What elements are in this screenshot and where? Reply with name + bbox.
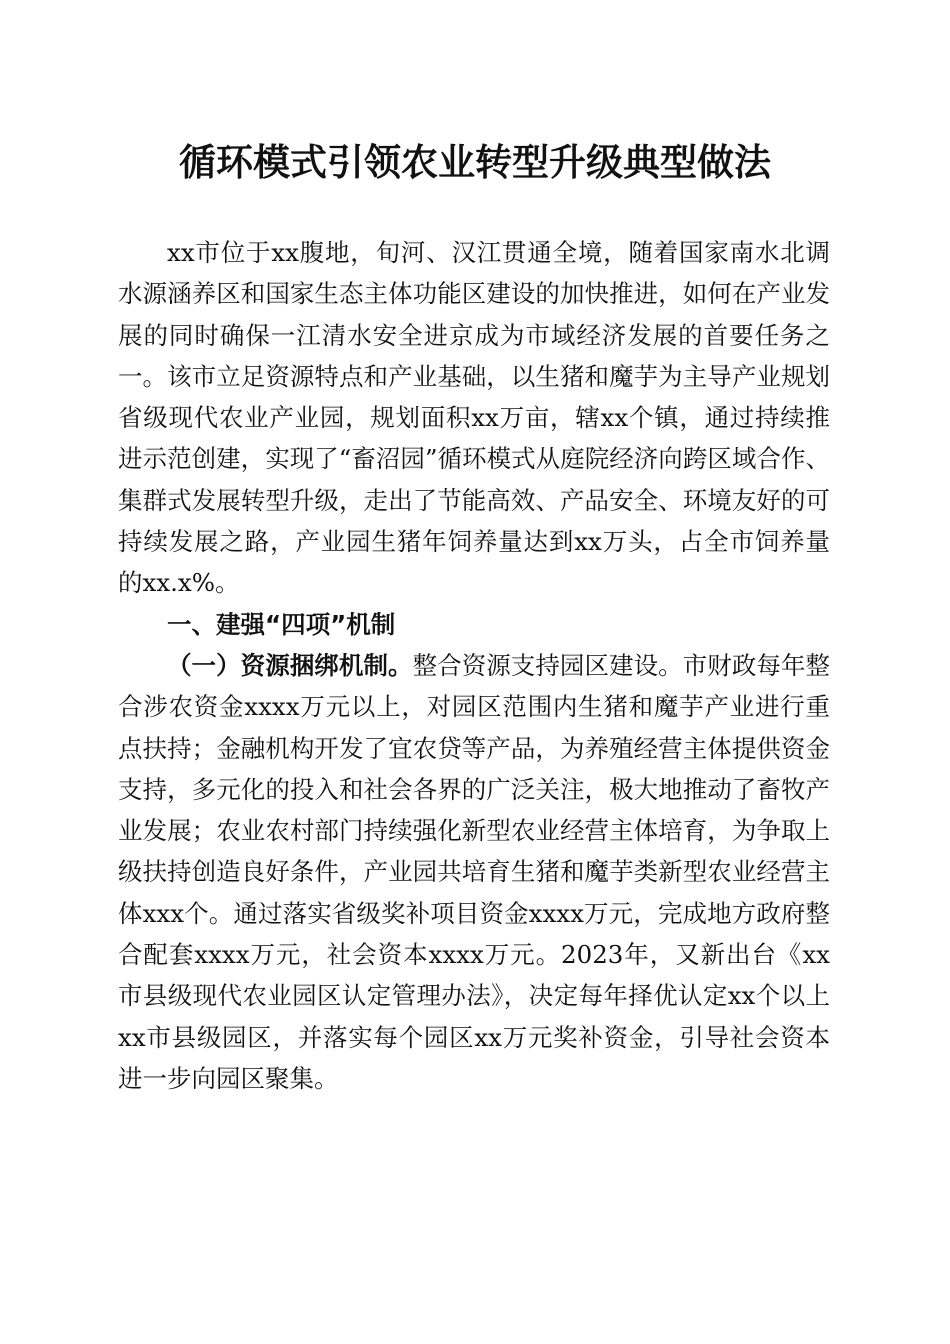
subsection-body: 整合资源支持园区建设。市财政每年整合涉农资金xxxx万元以上，对园区范围内生猪和魔芋产业进行重点扶持；金融机构开发了宜农贷等产品，为养殖经营主体提供资金支持，多元化的投入和社会各界的广泛关注，极大地推动了畜牧产业发展；农业农村部门持续强化新型农业经营主体培育，为争取上级扶持创造良好条件，产业园共培育生猪和魔芋类新型农业经营主体xxx个。通过落实省级奖补项目资金xxxx万元，完成地方政府整合配套xxxx万元，社会资本xxxx万元。2023年，又新出台《xx市县级现代农业园区认定管理办法》，决定每年择优认定xx个以上xx市县级园区，并落实每个园区xx万元奖补资金，引导社会资本进一步向园区聚集。 <box>118 650 830 1093</box>
section-heading: 一、建强“四项”机制 <box>167 609 396 639</box>
subsection-paragraph <box>118 645 830 1099</box>
intro-paragraph: xx市位于xx腹地，旬河、汉江贯通全境，随着国家南水北调水源涵养区和国家生态主体功能区建设的加快推进，如何在产业发展的同时确保一江清水安全进京成为市域经济发展的首要任务之一。该市立足资源特点和产业基础，以生猪和魔芋为主导产业规划省级现代农业产业园，规划面积xx万亩，辖xx个镇，通过持续推进示范创建，实现了“畜沼园”循环模式从庭院经济向跨区域合作、集群式发展转型升级，走出了节能高效、产品安全、环境友好的可持续发展之路，产业园生猪年饲养量达到xx万头，占全市饲养量的xx.x%。 <box>118 238 830 598</box>
document-body <box>118 232 830 1099</box>
document-title: 循环模式引领农业转型升级典型做法 <box>179 140 771 184</box>
subsection-heading: （一）资源捆绑机制。 <box>167 650 413 680</box>
